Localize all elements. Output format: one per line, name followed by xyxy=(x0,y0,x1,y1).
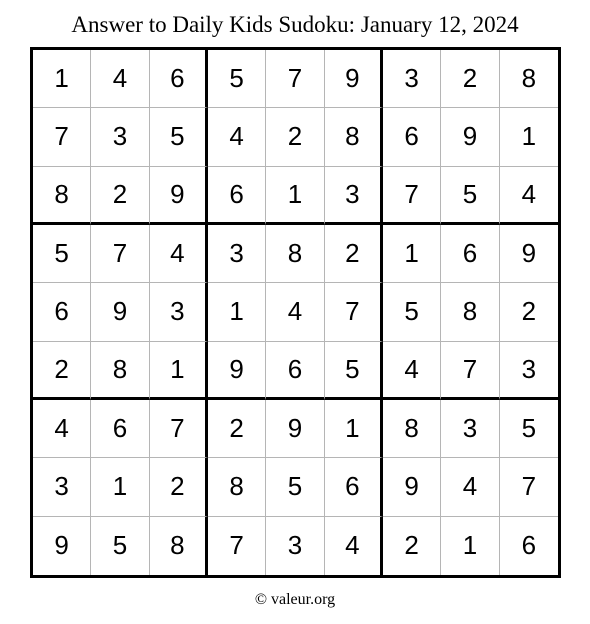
sudoku-cell: 1 xyxy=(325,400,383,458)
sudoku-cell: 7 xyxy=(33,108,91,166)
sudoku-cell: 2 xyxy=(33,342,91,400)
sudoku-cell: 8 xyxy=(208,458,266,516)
sudoku-cell: 4 xyxy=(266,283,324,341)
sudoku-cell: 1 xyxy=(383,225,441,283)
sudoku-cell: 5 xyxy=(325,342,383,400)
sudoku-cell: 1 xyxy=(441,517,499,575)
sudoku-cell: 3 xyxy=(441,400,499,458)
sudoku-cell: 9 xyxy=(383,458,441,516)
sudoku-cell: 2 xyxy=(266,108,324,166)
sudoku-cell: 9 xyxy=(208,342,266,400)
sudoku-cell: 1 xyxy=(150,342,208,400)
sudoku-cell: 3 xyxy=(266,517,324,575)
sudoku-cell: 8 xyxy=(91,342,149,400)
sudoku-cell: 9 xyxy=(150,167,208,225)
sudoku-cell: 2 xyxy=(91,167,149,225)
sudoku-cell: 7 xyxy=(91,225,149,283)
sudoku-cell: 9 xyxy=(441,108,499,166)
sudoku-cell: 8 xyxy=(266,225,324,283)
sudoku-cell: 4 xyxy=(441,458,499,516)
sudoku-cell: 6 xyxy=(383,108,441,166)
sudoku-cell: 2 xyxy=(325,225,383,283)
sudoku-cell: 9 xyxy=(33,517,91,575)
sudoku-cell: 1 xyxy=(500,108,558,166)
sudoku-cell: 6 xyxy=(325,458,383,516)
sudoku-cell: 8 xyxy=(500,50,558,108)
sudoku-cell: 7 xyxy=(441,342,499,400)
sudoku-cell: 3 xyxy=(383,50,441,108)
sudoku-cell: 7 xyxy=(500,458,558,516)
sudoku-cell: 9 xyxy=(500,225,558,283)
sudoku-cell: 9 xyxy=(266,400,324,458)
sudoku-cell: 6 xyxy=(521,530,537,561)
sudoku-cell: 3 xyxy=(208,225,266,283)
sudoku-cell: 3 xyxy=(150,283,208,341)
sudoku-cell: 4 xyxy=(33,400,91,458)
sudoku-cell: 6 xyxy=(150,50,208,108)
sudoku-cell: 5 xyxy=(266,458,324,516)
sudoku-cell: 5 xyxy=(208,50,266,108)
sudoku-cell: 4 xyxy=(325,517,383,575)
sudoku-cell: 2 xyxy=(208,400,266,458)
sudoku-cell: 4 xyxy=(383,342,441,400)
sudoku-cell: 9 xyxy=(325,50,383,108)
sudoku-cell: 6 xyxy=(208,167,266,225)
sudoku-cell: 1 xyxy=(266,167,324,225)
sudoku-cell: 2 xyxy=(441,50,499,108)
sudoku-cell: 3 xyxy=(91,108,149,166)
sudoku-cell: 4 xyxy=(150,225,208,283)
sudoku-cell: 1 xyxy=(208,283,266,341)
sudoku-cell: 1 xyxy=(33,50,91,108)
sudoku-cell: 6 xyxy=(33,283,91,341)
sudoku-cell: 3 xyxy=(325,167,383,225)
sudoku-cell: 5 xyxy=(383,283,441,341)
sudoku-cell: 5 xyxy=(500,400,558,458)
copyright-footer: © valeur.org xyxy=(254,591,336,608)
sudoku-cell: 7 xyxy=(383,167,441,225)
sudoku-cell: 4 xyxy=(500,167,558,225)
sudoku-cell: 4 xyxy=(91,50,149,108)
sudoku-cell: 3 xyxy=(33,458,91,516)
sudoku-cell: 5 xyxy=(441,167,499,225)
sudoku-cell: 7 xyxy=(150,400,208,458)
sudoku-cell: 3 xyxy=(500,342,558,400)
sudoku-cell: 7 xyxy=(266,50,324,108)
sudoku-cell: 5 xyxy=(33,225,91,283)
sudoku-cell: 2 xyxy=(500,283,558,341)
sudoku-cell: 7 xyxy=(208,517,266,575)
sudoku-cell: 8 xyxy=(441,283,499,341)
sudoku-cell: 8 xyxy=(383,400,441,458)
sudoku-cell: 6 xyxy=(91,400,149,458)
sudoku-cell: 2 xyxy=(383,517,441,575)
sudoku-cell: 5 xyxy=(91,517,149,575)
sudoku-cell: 5 xyxy=(150,108,208,166)
sudoku-cell: 4 xyxy=(208,108,266,166)
sudoku-cell: 6 xyxy=(441,225,499,283)
sudoku-cell: 8 xyxy=(325,108,383,166)
sudoku-cell: 7 xyxy=(325,283,383,341)
sudoku-board xyxy=(30,47,561,578)
sudoku-cell: 6 xyxy=(266,342,324,400)
sudoku-cell: 8 xyxy=(33,167,91,225)
sudoku-cell: 1 xyxy=(91,458,149,516)
page-title: Answer to Daily Kids Sudoku: January 12, 2024 xyxy=(71,12,519,37)
sudoku-cell: 8 xyxy=(150,517,208,575)
sudoku-cell: 9 xyxy=(91,283,149,341)
sudoku-cell: 2 xyxy=(150,458,208,516)
